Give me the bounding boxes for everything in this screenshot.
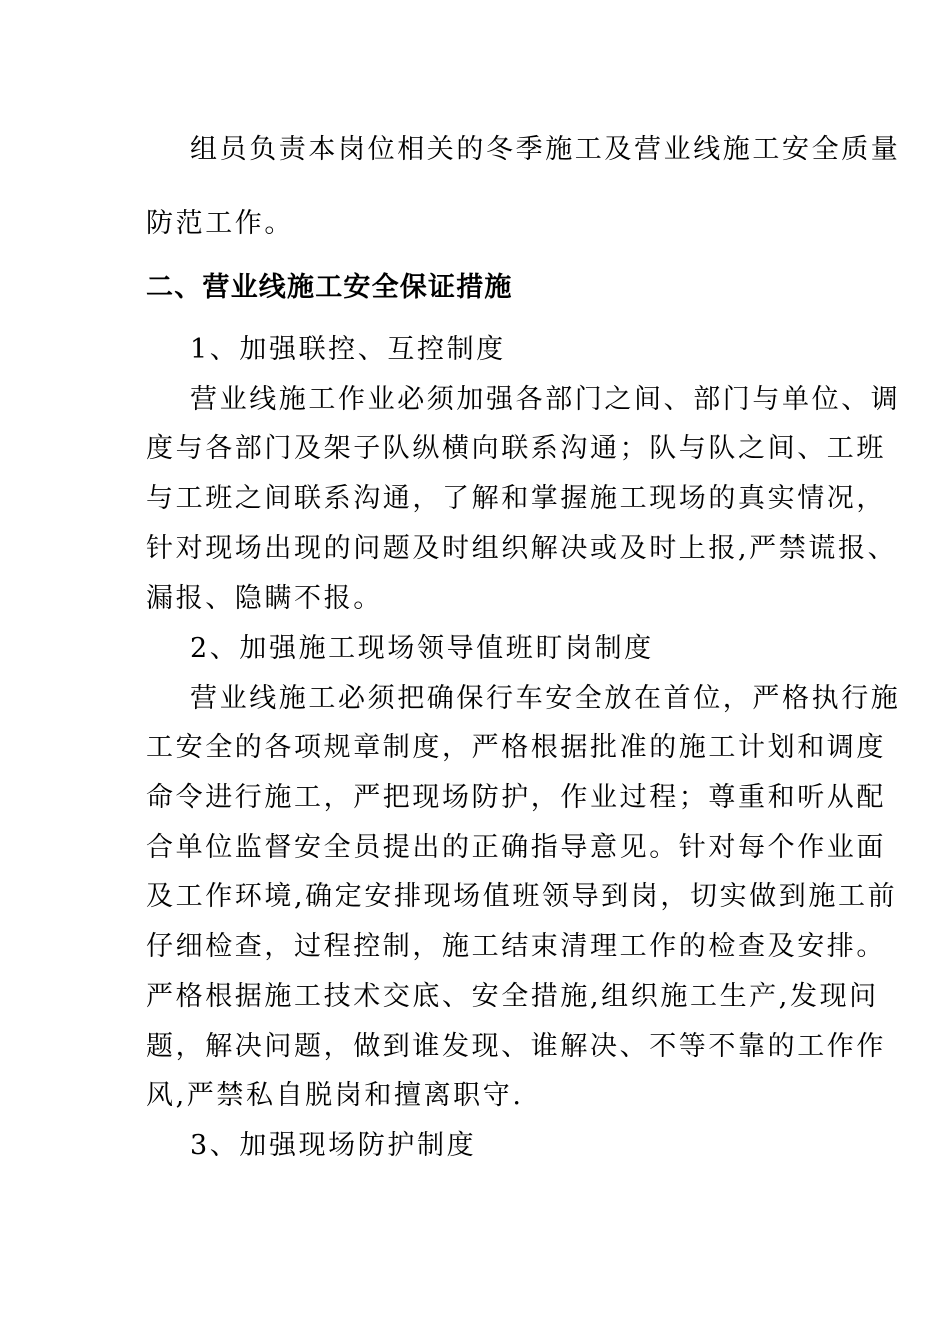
- paragraph-line: 合单位监督安全员提出的正确指导意见。针对每个作业面: [146, 832, 886, 863]
- paragraph-line: 仔细检查，过程控制，施工结束清理工作的检查及安排。: [146, 931, 886, 962]
- section-heading: 二、营业线施工安全保证措施: [146, 272, 513, 303]
- paragraph-line: 命令进行施工，严把现场防护，作业过程；尊重和听从配: [146, 782, 886, 813]
- paragraph-line: 漏报、隐瞒不报。: [146, 583, 383, 614]
- paragraph-line: 及工作环境,确定安排现场值班领导到岗，切实做到施工前: [146, 881, 898, 912]
- paragraph-line: 营业线施工作业必须加强各部门之间、部门与单位、调: [190, 384, 901, 415]
- paragraph-line: 严格根据施工技术交底、安全措施,组织施工生产,发现问: [146, 981, 879, 1012]
- paragraph-line: 针对现场出现的问题及时组织解决或及时上报,严禁谎报、: [146, 533, 898, 564]
- paragraph-line: 风,严禁私自脱岗和擅离职守.: [146, 1080, 524, 1111]
- subsection-heading: 3、加强现场防护制度: [190, 1130, 477, 1161]
- paragraph-line: 与工班之间联系沟通，了解和掌握施工现场的真实情况，: [146, 483, 886, 514]
- paragraph-line: 度与各部门及架子队纵横向联系沟通；队与队之间、工班: [146, 433, 886, 464]
- paragraph-line: 组员负责本岗位相关的冬季施工及营业线施工安全质量: [190, 134, 901, 165]
- paragraph-line: 防范工作。: [146, 208, 294, 239]
- paragraph-line: 题，解决问题，做到谁发现、谁解决、不等不靠的工作作: [146, 1031, 886, 1062]
- subsection-heading: 1、加强联控、互控制度: [190, 334, 506, 365]
- paragraph-line: 营业线施工必须把确保行车安全放在首位，严格执行施: [190, 683, 901, 714]
- subsection-heading: 2、加强施工现场领导值班盯岗制度: [190, 633, 654, 664]
- paragraph-line: 工安全的各项规章制度，严格根据批准的施工计划和调度: [146, 732, 886, 763]
